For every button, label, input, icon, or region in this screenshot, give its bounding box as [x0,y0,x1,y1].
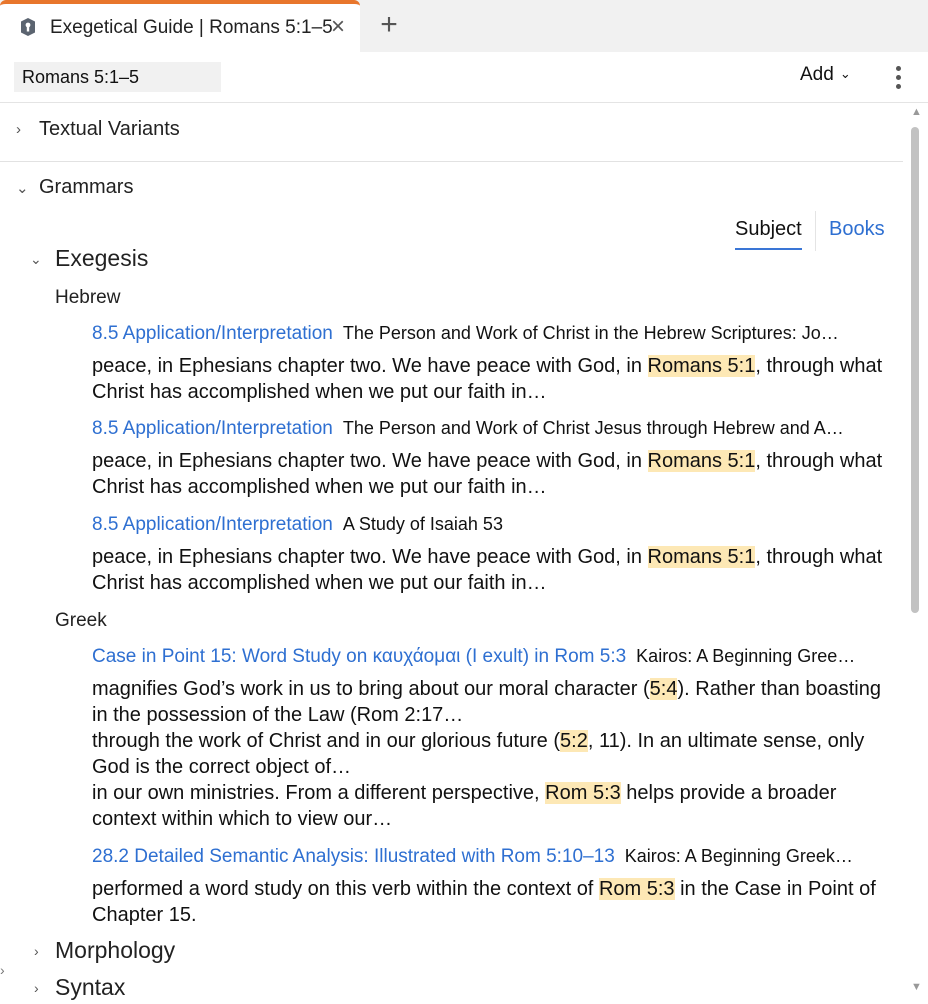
snippet-text: performed a word study on this verb within the context of [92,878,599,900]
entry-snippet [92,728,892,780]
section-grammars[interactable] [0,161,903,217]
chevron-right-icon: › [34,980,39,996]
tab-title: Exegetical Guide | Romans 5:1–5 [50,17,333,38]
greek-label: Greek [55,610,107,631]
snippet-text: , through what Christ has accomplished when we put our faith in… [92,546,883,594]
entry-link[interactable]: 8.5 Application/Interpretation [92,514,333,535]
chevron-right-icon: › [34,943,39,959]
snippet-text: peace, in Ephesians chapter two. We have peace with God, in [92,450,648,472]
entry-link[interactable]: 8.5 Application/Interpretation [92,323,333,344]
add-button[interactable] [800,64,851,92]
scroll-up-icon[interactable]: ▲ [911,106,922,118]
entry-heading [92,323,892,345]
entry-source[interactable]: Kairos: A Beginning Gree… [636,646,856,666]
reference-highlight[interactable]: Rom 5:3 [545,782,621,804]
entry-snippet [92,780,892,832]
snippet-text: ). Rather than boasting in the possession of the Law (Rom 2:17… [92,678,881,726]
reference-highlight[interactable]: Romans 5:1 [647,450,756,472]
hebrew-label: Hebrew [55,287,121,308]
entry-source[interactable]: A Study of Isaiah 53 [342,514,503,534]
entry-heading [92,418,892,440]
exegesis-label: Exegesis [55,245,149,271]
chevron-down-icon: ⌄ [16,180,29,197]
tab-exegetical-guide[interactable] [0,0,360,52]
entry-heading [92,646,892,668]
chevron-down-icon: ⌄ [30,251,42,267]
add-label: Add [800,64,834,85]
snippet-text: peace, in Ephesians chapter two. We have peace with God, in [92,355,648,377]
reference-highlight[interactable]: 5:4 [649,678,678,700]
entry-source[interactable]: Kairos: A Beginning Greek… [624,846,853,866]
tab-bar [0,0,928,52]
snippet-text: , 11). In an ultimate sense, only God is the correct object of… [92,730,865,778]
tab-books[interactable]: Books [829,218,885,240]
entry-snippet [92,676,892,728]
tab-subject[interactable]: Subject [735,218,802,250]
entry-source[interactable]: The Person and Work of Christ Jesus through Hebrew and A… [342,418,844,438]
entry-snippet [92,876,892,928]
panel-expand-icon[interactable]: › [0,962,5,978]
snippet-text: through the work of Christ and in our glorious future ( [92,730,561,752]
scroll-down-icon[interactable]: ▼ [911,981,922,993]
entry-link[interactable]: 8.5 Application/Interpretation [92,418,333,439]
section-label: Textual Variants [39,118,180,140]
section-label: Grammars [39,176,134,198]
guide-icon [19,17,37,37]
new-tab-button[interactable]: + [380,8,398,41]
entry-source[interactable]: The Person and Work of Christ in the Hebrew Scriptures: Jo… [342,323,839,343]
chevron-right-icon: › [16,121,21,138]
section-label: Syntax [55,974,126,1000]
reference-highlight[interactable]: 5:2 [560,730,588,752]
toolbar [0,52,928,103]
snippet-text: peace, in Ephesians chapter two. We have peace with God, in [92,546,648,568]
snippet-text: in our own ministries. From a different perspective, [92,782,546,804]
scrollbar-thumb[interactable] [911,127,919,613]
reference-highlight[interactable]: Romans 5:1 [647,546,756,568]
entry-link[interactable]: 28.2 Detailed Semantic Analysis: Illustrated with Rom 5:10–13 [92,846,615,867]
more-options-icon[interactable] [889,64,907,92]
close-icon[interactable]: × [330,13,345,40]
entry-snippet [92,544,892,596]
reference-highlight[interactable]: Rom 5:3 [598,878,675,900]
entry-snippet [92,448,892,500]
guide-content [0,103,906,1004]
section-textual-variants[interactable] [0,103,903,159]
reference-input[interactable] [14,62,221,92]
snippet-text: magnifies God’s work in us to bring about our moral character ( [92,678,650,700]
entry-heading [92,514,892,536]
chevron-down-icon: ⌄ [839,66,851,81]
scrollbar[interactable] [906,103,928,1004]
snippet-text: , through what Christ has accomplished when we put our faith in… [92,355,883,403]
snippet-text: in the Case in Point of Chapter 15. [92,878,876,926]
reference-highlight[interactable]: Romans 5:1 [647,355,756,377]
entry-heading [92,846,892,868]
entry-snippet [92,353,892,405]
snippet-text: , through what Christ has accomplished when we put our faith in… [92,450,883,498]
entry-link[interactable]: Case in Point 15: Word Study on καυχάομαι (I exult) in Rom 5:3 [92,646,627,667]
snippet-text: helps provide a broader context within which to view our… [92,782,837,830]
toggle-divider [815,211,816,251]
section-label: Morphology [55,937,176,963]
